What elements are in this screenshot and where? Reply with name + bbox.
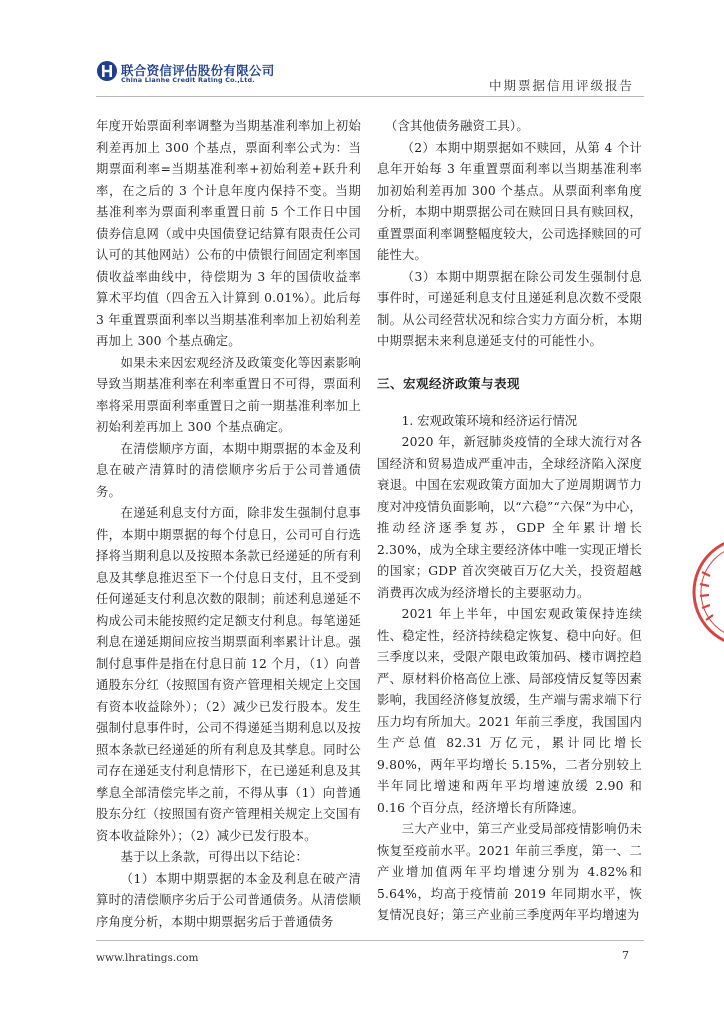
footer-rule bbox=[96, 940, 644, 941]
header-rule bbox=[96, 96, 644, 97]
paragraph: 年度开始票面利率调整为当期基准利率加上初始利差再加上 300 个基点，票面利率公式为：当期票面利率=当期基准利率+初始利差+跃升利率，在之后的 3 个计息年度内保持不变。当期基准利率为票面利率重置日前 5 个工作日中国债券信息网（或中央国债登记结算有限责任公司认可的其他网站）公布的中债银行间固定利率国债收益率曲线中，待偿期为 3 年的国债收益率算术平均值（四舍五入计算到 0.01%）。此后每 3 年重置票面利率以当期基准利率加上初始利差再加上 300 个基点确定。 bbox=[96, 119, 361, 348]
subsection-heading: 1. 宏观政策环境和经济运行情况 bbox=[401, 413, 578, 428]
paragraph: 如果未来因宏观经济及政策变化等因素影响导致当期基准利率在利率重置日不可得，票面利率将采用票面利率重置日之前一期基准利率加上初始利差再加上 300 个基点确定。 bbox=[96, 355, 361, 434]
paragraph: 基于以上条款，可得出以下结论： bbox=[120, 850, 309, 864]
left-column bbox=[96, 116, 361, 933]
section-heading: 三、宏观经济政策与表现 bbox=[377, 375, 521, 391]
paragraph: （2）本期中期票据如不赎回，从第 4 个计息年开始每 3 年重置票面利率以当期基准利率加初始利差再加 300 个基点。从票面利率角度分析，本期中期票据公司在赎回日具有赎回权，重置票面利率调整幅度较大，公司选择赎回的可能性大。 bbox=[377, 140, 642, 262]
company-name-cn: 联合资信评估股份有限公司 bbox=[121, 63, 275, 78]
paragraph: 2021 年上半年，中国宏观政策保持连续性、稳定性，经济持续稳定恢复、稳中向好。但三季度以来，受限产限电政策加码、楼市调控趋严、原材料价格高位上涨、局部疫情反复等因素影响，我国经济修复放缓，生产端与需求端下行压力均有所加大。2021 年前三季度，我国国内生产总值 82.31 万亿元，累计同比增长 9.80%，两年平均增长 5.15%，二者分别较上半年同比增速和两年平均增速放缓 2.90 和 0.16 个百分点，经济增长有所降速。 bbox=[377, 607, 642, 815]
paragraph-continuation: （含其他债务融资工具）。 bbox=[385, 119, 529, 133]
red-seal-stamp-icon bbox=[688, 532, 724, 652]
lianhe-logo-icon bbox=[96, 60, 118, 82]
paragraph: 在递延利息支付方面，除非发生强制付息事件，本期中期票据的每个付息日，公司可自行选择将当期利息以及按照本条款已经递延的所有利息及其孳息推迟至下一个付息日支付，且不受到任何递延支付利息次数的限制；前述利息递延不构成公司未能按照约定足额支付利息。每笔递延利息在递延期间应按当期票面利率累计计息。强制付息事件是指在付息日前 12 个月，（1）向普通股东分红（按照国有资产管理相关规定上交国有资本收益除外）；（2）减少已发行股本。发生强制付息事件时，公司不得递延当期利息以及按照本条款已经递延的所有利息及其孳息。同时公司存在递延支付利息情形下，在已递延利息及其孳息全部清偿完毕之前，不得从事（1）向普通股东分红（按照国有资产管理相关规定上交国有资本收益除外）；（2）减少已发行股本。 bbox=[96, 506, 361, 843]
paragraph: 2020 年，新冠肺炎疫情的全球大流行对各国经济和贸易造成严重冲击，全球经济陷入深度衰退。中国在宏观政策方面加大了逆周期调节力度对冲疫情负面影响，以“六稳”“六保”为中心，推动经济逐季复苏，GDP 全年累计增长 2.30%，成为全球主要经济体中唯一实现正增长的国家；GDP 首次突破百万亿大关，投资超越消费再次成为经济增长的主要驱动力。 bbox=[377, 435, 643, 600]
page-header bbox=[0, 0, 724, 100]
seal-stamp bbox=[688, 532, 724, 652]
paragraph: 三大产业中，第三产业受局部疫情影响仍未恢复至疫前水平。2021 年前三季度，第一、二产业增加值两年平均增速分别为 4.82%和 5.64%，均高于疫情前 2019 年同期水平，恢复情况良好；第三产业前三季度两年平均增速为 bbox=[377, 822, 642, 922]
paragraph: （1）本期中期票据的本金及利息在破产清算时的清偿顺序劣后于公司普通债务。从清偿顺序角度分析，本期中期票据劣后于普通债务 bbox=[96, 871, 361, 929]
paragraph: （3）本期中期票据在除公司发生强制付息事件时，可递延利息支付且递延利息次数不受限制。从公司经营状况和综合实力方面分析，本期中期票据未来利息递延支付的可能性小。 bbox=[377, 269, 642, 348]
company-name-en: China Lianhe Credit Rating Co.,Ltd. bbox=[121, 76, 255, 84]
right-column bbox=[377, 116, 642, 927]
page-number: 7 bbox=[622, 949, 629, 962]
footer-website[interactable]: www.lhratings.com bbox=[96, 952, 199, 964]
report-title: 中期票据信用评级报告 bbox=[488, 78, 634, 93]
paragraph: 在清偿顺序方面，本期中期票据的本金及利息在破产清算时的清偿顺序劣后于公司普通债务。 bbox=[96, 441, 361, 499]
